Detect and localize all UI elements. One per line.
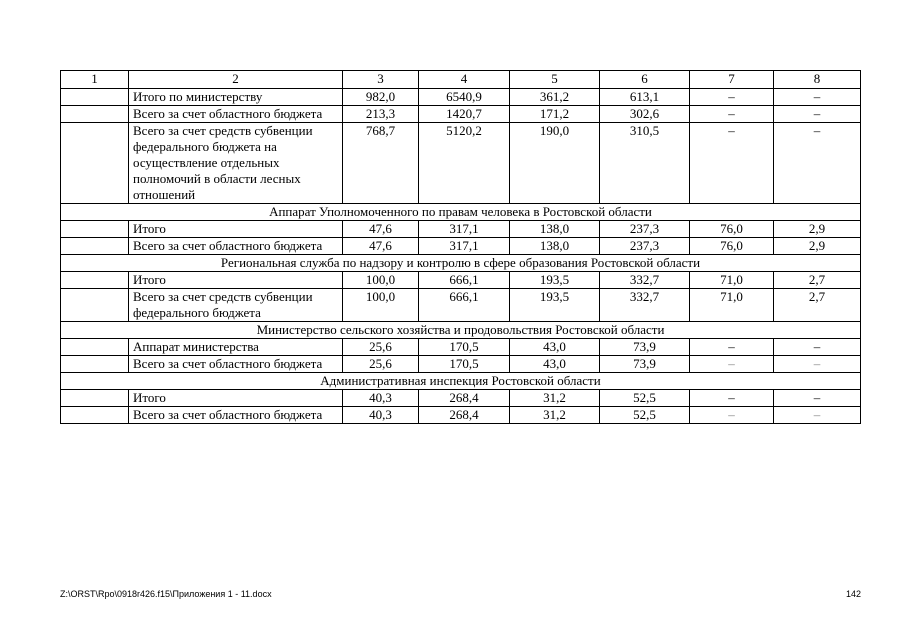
value-cell-c6: 332,7 [600,289,690,322]
value-cell-c5: 138,0 [510,238,600,255]
table-row [61,390,861,407]
empty-cell [61,339,129,356]
value-cell-c4: 317,1 [419,238,510,255]
value-cell-c8: – [774,89,861,106]
section-row [61,373,861,390]
header-row [61,71,861,89]
value-cell-c6: 73,9 [600,356,690,373]
empty-cell [61,407,129,424]
value-cell-c4: 170,5 [419,339,510,356]
header-cell: 5 [510,71,600,89]
table-row [61,339,861,356]
value-cell-c6: 613,1 [600,89,690,106]
value-cell-c5: 43,0 [510,339,600,356]
empty-cell [61,356,129,373]
value-cell-c3: 213,3 [343,106,419,123]
value-cell-c8: – [774,123,861,204]
row-name: Итого [129,221,343,238]
header-cell: 6 [600,71,690,89]
row-name: Всего за счет областного бюджета [129,238,343,255]
section-title: Административная инспекция Ростовской области [61,373,861,390]
value-cell-c7: – [690,356,774,373]
table-row [61,123,861,204]
value-cell-c8: – [774,339,861,356]
table-body [61,71,861,424]
header-cell: 8 [774,71,861,89]
value-cell-c8: – [774,356,861,373]
empty-cell [61,238,129,255]
value-cell-c5: 193,5 [510,289,600,322]
value-cell-c6: 302,6 [600,106,690,123]
value-cell-c7: – [690,407,774,424]
row-name: Всего за счет средств субвенции федерального бюджета [129,289,343,322]
value-cell-c5: 171,2 [510,106,600,123]
footer-page-number: 142 [845,589,861,599]
empty-cell [61,221,129,238]
value-cell-c8: 2,9 [774,221,861,238]
value-cell-c8: 2,9 [774,238,861,255]
value-cell-c4: 268,4 [419,407,510,424]
value-cell-c8: 2,7 [774,289,861,322]
empty-cell [61,106,129,123]
value-cell-c4: 1420,7 [419,106,510,123]
value-cell-c5: 138,0 [510,221,600,238]
value-cell-c7: – [690,106,774,123]
table-row [61,238,861,255]
budget-table [60,70,861,424]
value-cell-c4: 317,1 [419,221,510,238]
row-name: Всего за счет средств субвенции федерального бюджета на осуществление отдельных полномочий в области лесных отношений [129,123,343,204]
value-cell-c7: – [690,123,774,204]
section-row [61,255,861,272]
header-cell: 4 [419,71,510,89]
value-cell-c8: 2,7 [774,272,861,289]
table-row [61,221,861,238]
section-row [61,204,861,221]
table-row [61,356,861,373]
table-row [61,407,861,424]
section-row [61,322,861,339]
value-cell-c5: 31,2 [510,390,600,407]
value-cell-c3: 982,0 [343,89,419,106]
row-name: Итого по министерству [129,89,343,106]
empty-cell [61,89,129,106]
value-cell-c5: 43,0 [510,356,600,373]
value-cell-c3: 100,0 [343,272,419,289]
value-cell-c6: 52,5 [600,407,690,424]
empty-cell [61,390,129,407]
value-cell-c5: 193,5 [510,272,600,289]
value-cell-c4: 5120,2 [419,123,510,204]
value-cell-c4: 666,1 [419,289,510,322]
value-cell-c3: 25,6 [343,356,419,373]
value-cell-c8: – [774,407,861,424]
value-cell-c6: 237,3 [600,238,690,255]
value-cell-c6: 332,7 [600,272,690,289]
value-cell-c7: – [690,89,774,106]
value-cell-c4: 666,1 [419,272,510,289]
value-cell-c3: 768,7 [343,123,419,204]
value-cell-c5: 190,0 [510,123,600,204]
row-name: Всего за счет областного бюджета [129,106,343,123]
value-cell-c6: 73,9 [600,339,690,356]
row-name: Итого [129,390,343,407]
row-name: Всего за счет областного бюджета [129,407,343,424]
row-name: Аппарат министерства [129,339,343,356]
value-cell-c4: 170,5 [419,356,510,373]
table-row [61,289,861,322]
value-cell-c8: – [774,390,861,407]
value-cell-c6: 52,5 [600,390,690,407]
empty-cell [61,272,129,289]
value-cell-c5: 361,2 [510,89,600,106]
value-cell-c4: 268,4 [419,390,510,407]
value-cell-c6: 310,5 [600,123,690,204]
value-cell-c7: 76,0 [690,238,774,255]
empty-cell [61,289,129,322]
section-title: Региональная служба по надзору и контролю в сфере образования Ростовской области [61,255,861,272]
value-cell-c3: 40,3 [343,407,419,424]
row-name: Итого [129,272,343,289]
header-cell: 2 [129,71,343,89]
value-cell-c7: 71,0 [690,289,774,322]
header-cell: 1 [61,71,129,89]
value-cell-c3: 100,0 [343,289,419,322]
value-cell-c3: 47,6 [343,238,419,255]
row-name: Всего за счет областного бюджета [129,356,343,373]
value-cell-c7: – [690,390,774,407]
table-row [61,272,861,289]
footer-file-path: Z:\ORST\Rpo\0918r426.f15\Приложения 1 - 11.docx [60,589,272,599]
value-cell-c3: 40,3 [343,390,419,407]
section-title: Министерство сельского хозяйства и продовольствия Ростовской области [61,322,861,339]
value-cell-c7: 76,0 [690,221,774,238]
value-cell-c6: 237,3 [600,221,690,238]
header-cell: 3 [343,71,419,89]
value-cell-c4: 6540,9 [419,89,510,106]
table-row [61,89,861,106]
table-row [61,106,861,123]
section-title: Аппарат Уполномоченного по правам человека в Ростовской области [61,204,861,221]
value-cell-c7: 71,0 [690,272,774,289]
value-cell-c3: 25,6 [343,339,419,356]
header-cell: 7 [690,71,774,89]
value-cell-c3: 47,6 [343,221,419,238]
value-cell-c7: – [690,339,774,356]
value-cell-c8: – [774,106,861,123]
empty-cell [61,123,129,204]
value-cell-c5: 31,2 [510,407,600,424]
